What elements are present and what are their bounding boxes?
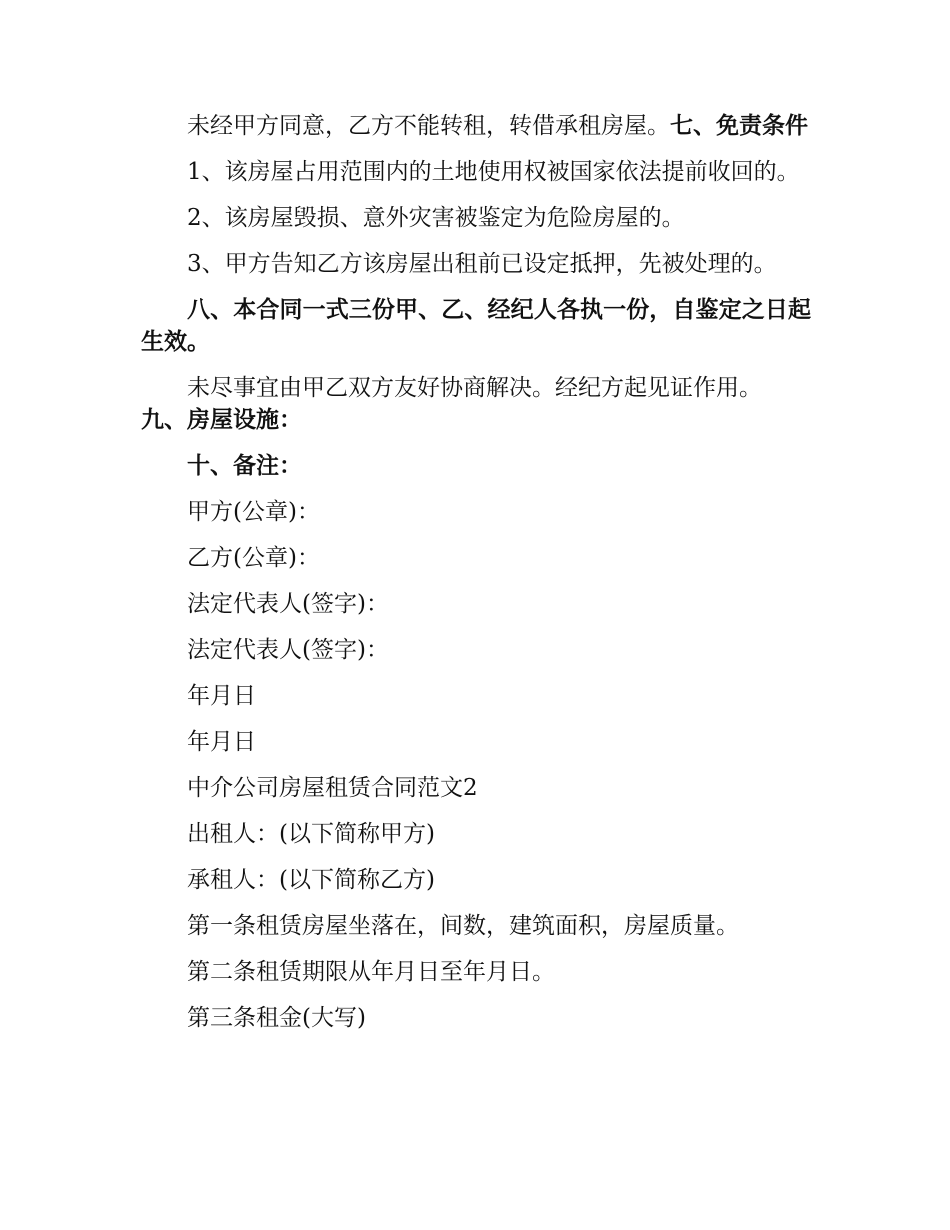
legal-rep-sign-line-1: 法定代表人(签字)： xyxy=(187,591,389,617)
article-3: 第三条租金(大写) xyxy=(187,1005,366,1031)
document-body xyxy=(141,110,811,1048)
paragraph-unresolved-matters: 未尽事宜由甲乙双方友好协商解决。经纪方起见证作用。 xyxy=(187,375,762,401)
paragraph-no-sublet xyxy=(141,110,811,142)
lessor-line: 出租人：(以下简称甲方) xyxy=(187,821,435,847)
heading-exemption: 七、免责条件 xyxy=(670,112,808,139)
exemption-item-2: 2、该房屋毁损、意外灾害被鉴定为危险房屋的。 xyxy=(187,205,685,231)
legal-rep-sign-line-2: 法定代表人(签字)： xyxy=(187,637,389,663)
heading-copies-effective: 八、本合同一式三份甲、乙、经纪人各执一份，自鉴定之日起生效。 xyxy=(141,296,811,355)
article-2: 第二条租赁期限从年月日至年月日。 xyxy=(187,959,555,985)
article-1: 第一条租赁房屋坐落在，间数，建筑面积，房屋质量。 xyxy=(187,913,739,939)
heading-remarks: 十、备注： xyxy=(187,452,302,479)
heading-facilities: 九、房屋设施： xyxy=(141,406,302,433)
date-line-1: 年月日 xyxy=(187,683,256,709)
party-b-seal-line: 乙方(公章)： xyxy=(187,545,320,571)
date-line-2: 年月日 xyxy=(187,729,256,755)
exemption-item-3: 3、甲方告知乙方该房屋出租前已设定抵押，先被处理的。 xyxy=(187,251,777,277)
lessee-line: 承租人：(以下简称乙方) xyxy=(187,867,435,893)
party-a-seal-line: 甲方(公章)： xyxy=(187,499,320,525)
no-sublet-text: 未经甲方同意，乙方不能转租，转借承租房屋。 xyxy=(187,113,670,139)
exemption-item-1: 1、该房屋占用范围内的土地使用权被国家依法提前收回的。 xyxy=(187,159,800,185)
contract-title-2: 中介公司房屋租赁合同范文2 xyxy=(187,775,478,801)
